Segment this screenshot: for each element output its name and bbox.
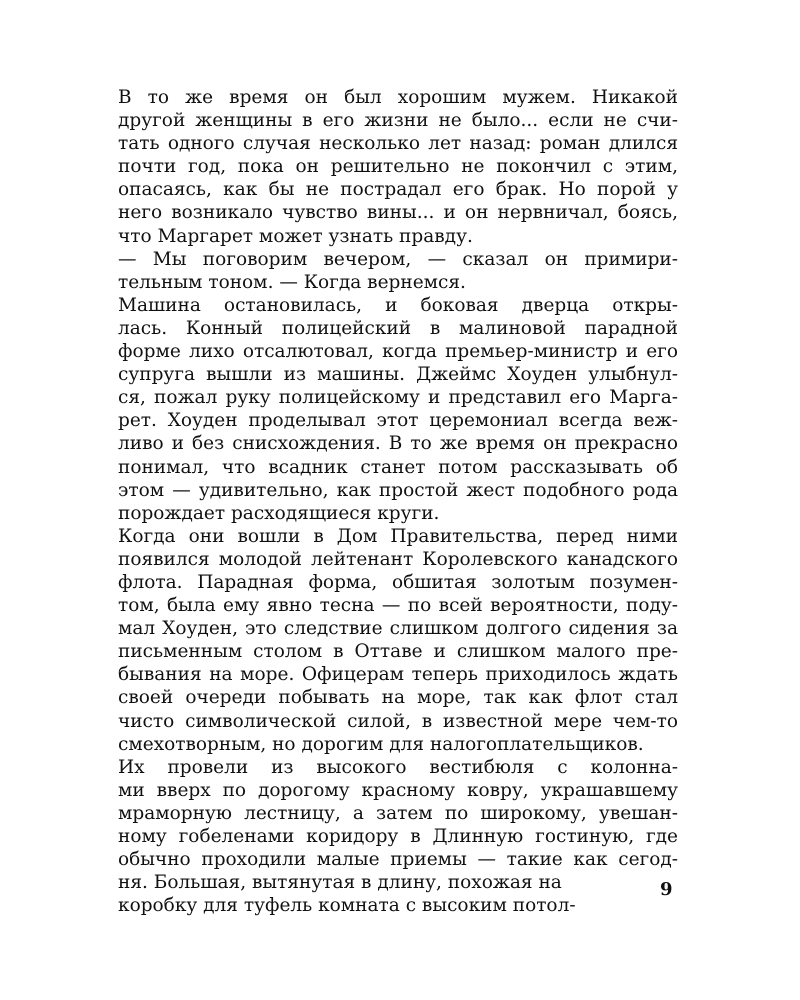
- text-line: чисто символической силой, в известной мере чем-то: [118, 710, 678, 732]
- text-line: ми вверх по дорогому красному ковру, украшавшему: [118, 779, 678, 801]
- text-line: форме лихо отсалютовал, когда премьер-министр и его: [118, 341, 678, 363]
- text-line: смехотворным, но дорогим для налогоплательщиков.: [118, 733, 644, 755]
- page-number: 9: [660, 879, 673, 900]
- text-line: порождает расходящиеся круги.: [118, 502, 440, 524]
- text-line: появился молодой лейтенант Королевского канадского: [118, 548, 678, 570]
- text-line: — Мы поговорим вечером, — сказал он примири-: [118, 248, 678, 270]
- text-line: что Маргарет может узнать правду.: [118, 225, 473, 247]
- text-line: почти год, пока он решительно не покончил с этим,: [118, 156, 678, 178]
- text-line: Когда они вошли в Дом Правительства, перед ними: [118, 525, 678, 547]
- text-line: него возникало чувство вины... и он нервничал, боясь,: [118, 202, 678, 224]
- text-line: рет. Хоуден проделывал этот церемониал всегда веж-: [118, 410, 678, 432]
- text-line: флота. Парадная форма, обшитая золотым позумен-: [118, 571, 678, 593]
- text-line: тать одного случая несколько лет назад: роман длился: [118, 133, 678, 155]
- text-line: этом — удивительно, как простой жест подобного рода: [118, 479, 678, 501]
- text-line: своей очереди побывать на море, так как флот стал: [118, 687, 678, 709]
- text-line: бывания на море. Офицерам теперь приходилось ждать: [118, 664, 678, 686]
- text-line: В то же время он был хорошим мужем. Никакой: [118, 87, 678, 108]
- text-line: ному гобеленами коридору в Длинную гостиную, где: [118, 826, 678, 847]
- text-line: тельным тоном. — Когда вернемся.: [118, 271, 466, 293]
- text-line: обычно проходили малые приемы — такие как сегод-: [118, 849, 678, 871]
- text-line: коробку для туфель комната с высоким потол-: [118, 895, 576, 917]
- text-line: ся, пожал руку полицейскому и представил его Марга-: [118, 387, 678, 409]
- text-line: понимал, что всадник станет потом рассказывать об: [118, 456, 678, 478]
- text-line: другой женщины в его жизни не было... если не счи-: [118, 110, 678, 132]
- body-text: [118, 86, 678, 917]
- text-line: мал Хоуден, это следствие слишком долгого сидения за: [118, 618, 678, 640]
- text-line: том, была ему явно тесна — по всей вероятности, поду-: [118, 595, 678, 617]
- text-line: Их провели из высокого вестибюля с колонна-: [118, 756, 678, 778]
- text-line: ливо и без снисхождения. В то же время он прекрасно: [118, 433, 678, 455]
- text-line: супруга вышли из машины. Джеймс Хоуден улыбнул-: [118, 364, 678, 386]
- text-line: ня. Большая, вытянутая в длину, похожая на: [118, 872, 562, 894]
- text-line: письменным столом в Оттаве и слишком малого пре-: [118, 641, 678, 663]
- text-line: опасаясь, как бы не пострадал его брак. Но порой у: [118, 179, 678, 201]
- text-line: лась. Конный полицейский в малиновой парадной: [118, 317, 678, 339]
- text-line: Машина остановилась, и боковая дверца откры-: [118, 294, 678, 316]
- text-line: мраморную лестницу, а затем по широкому, увешан-: [118, 802, 678, 824]
